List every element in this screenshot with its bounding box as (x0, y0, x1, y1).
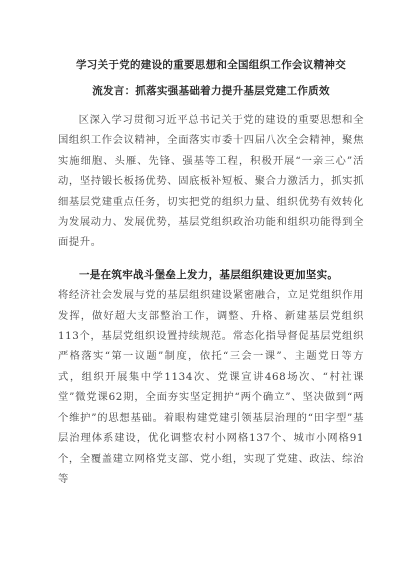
title-line-1: 学习关于党的建设的重要思想和全国组织工作会议精神交 (76, 59, 346, 71)
intro-paragraph: 区深入学习贯彻习近平总书记关于党的建设的重要思想和全国组织工作会议精神，全面落实市委十四届八次全会精神，聚焦实施细胞、头雁、先锋、强基等工程，积极开展“一亲三心”活动，坚持锻长板扬优势、固底板补短板、聚合力激活力，抓实抓细基层党建重点任务，切实把党的组织力量、组织优势有效转化为发展动力、发展优势，基层党组织政治功能和组织功能得到全面提升。 (58, 114, 364, 249)
document-page (58, 52, 364, 489)
title-line-2: 流发言：抓落实强基础着力提升基层党建工作质效 (92, 85, 330, 97)
document-title (58, 52, 364, 104)
body-paragraph: 将经济社会发展与党的基层组织建设紧密融合，立足党组织作用发挥，做好超大支部整治工作，调整、升格、新建基层党组织113个，基层党组织设置持续规范。常态化指导督促基层党组织严格落实“第一议题”制度，依托“三会一课”、主题党日等方式，组织开展集中学1134次、党课宣讲468场次、“村社课堂”微党课62期，全面夯实坚定拥护“两个确立”、坚决做到“两个维护”的思想基础。着眼构建党建引领基层治理的“田字型”基层治理体系建设，优化调整农村小网格137个、城市小网格91个，全覆盖建立网格党支部、党小组，实现了党建、政法、综治等 (58, 289, 364, 485)
section-heading: 一是在筑牢战斗堡垒上发力，基层组织建设更加坚实。 (79, 268, 339, 281)
